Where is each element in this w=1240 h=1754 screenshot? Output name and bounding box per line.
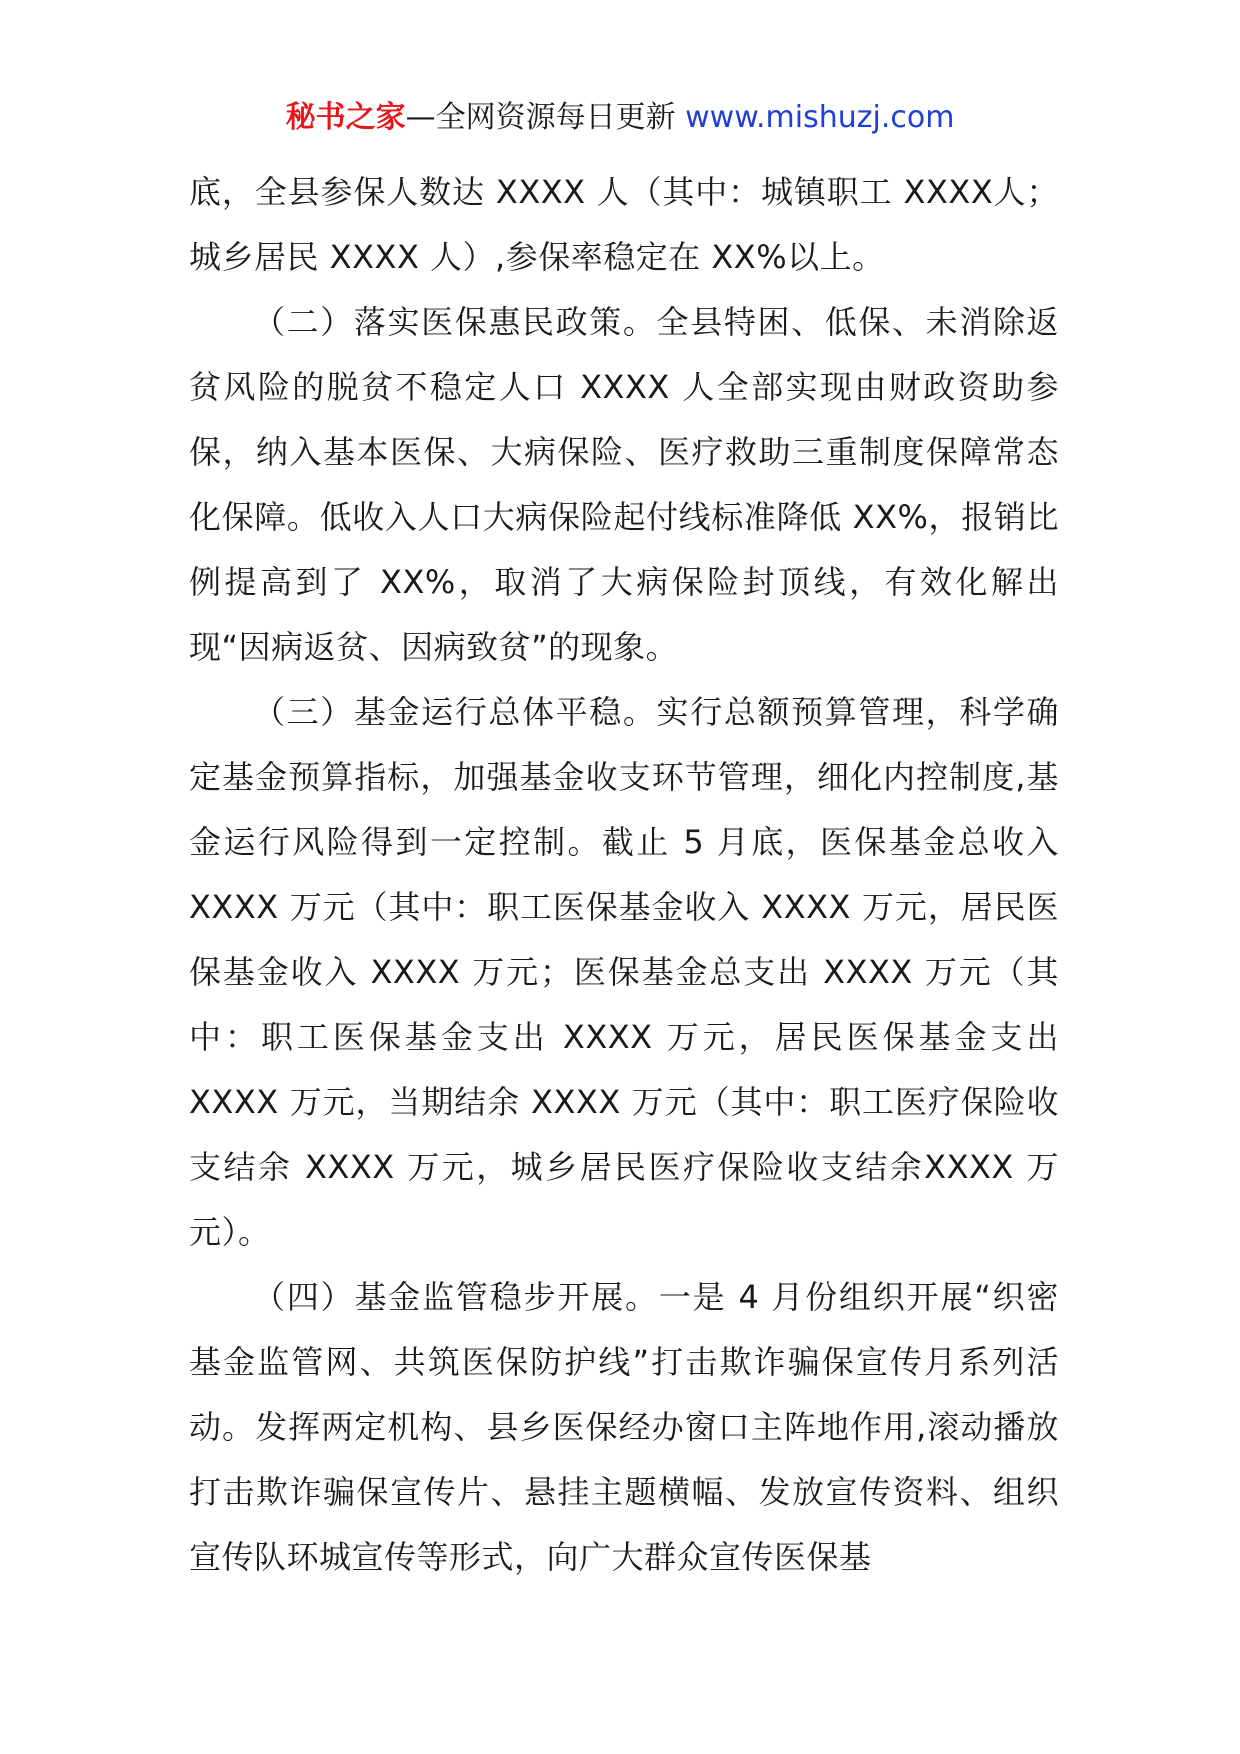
site-url-link[interactable]: www.mishuzj.com <box>685 100 955 135</box>
paragraph-section-2: （二）落实医保惠民政策。全县特困、低保、未消除返贫风险的脱贫不稳定人口 XXXX 人全部实现由财政资助参保，纳入基本医保、大病保险、医疗救助三重制度保障常态化保障。低收入人口大病保险起付线标准降低 XX%，报销比例提高到了 XX%，取消了大病保险封顶线，有效化解出现“因病返贫、因病致贫”的现象。 <box>189 303 1059 666</box>
paragraph-section-3: （三）基金运行总体平稳。实行总额预算管理，科学确定基金预算指标，加强基金收支环节管理，细化内控制度,基金运行风险得到一定控制。截止 5 月底，医保基金总收入 XXXX 万元（其中：职工医保基金收入 XXXX 万元，居民医保基金收入 XXXX 万元；医保基金总支出 XXXX 万元（其中：职工医保基金支出 XXXX 万元，居民医保基金支出 XXXX 万元，当期结余 XXXX 万元（其中：职工医疗保险收支结余 XXXX 万元，城乡居民医疗保险收支结余XXXX 万元）。 <box>189 693 1059 1251</box>
paragraph-continuation: 底，全县参保人数达 XXXX 人（其中：城镇职工 XXXX人；城乡居民 XXXX 人）,参保率稳定在 XX%以上。 <box>189 173 1059 276</box>
site-brand: 秘书之家 <box>285 100 406 135</box>
page-header <box>0 98 1240 138</box>
document-body <box>189 160 1059 1590</box>
site-slogan: —全网资源每日更新 <box>405 100 676 135</box>
paragraph-section-4: （四）基金监管稳步开展。一是 4 月份组织开展“织密基金监管网、共筑医保防护线”打击欺诈骗保宣传月系列活动。发挥两定机构、县乡医保经办窗口主阵地作用,滚动播放打击欺诈骗保宣传片、悬挂主题横幅、发放宣传资料、组织宣传队环城宣传等形式，向广大群众宣传医保基 <box>189 1278 1059 1576</box>
